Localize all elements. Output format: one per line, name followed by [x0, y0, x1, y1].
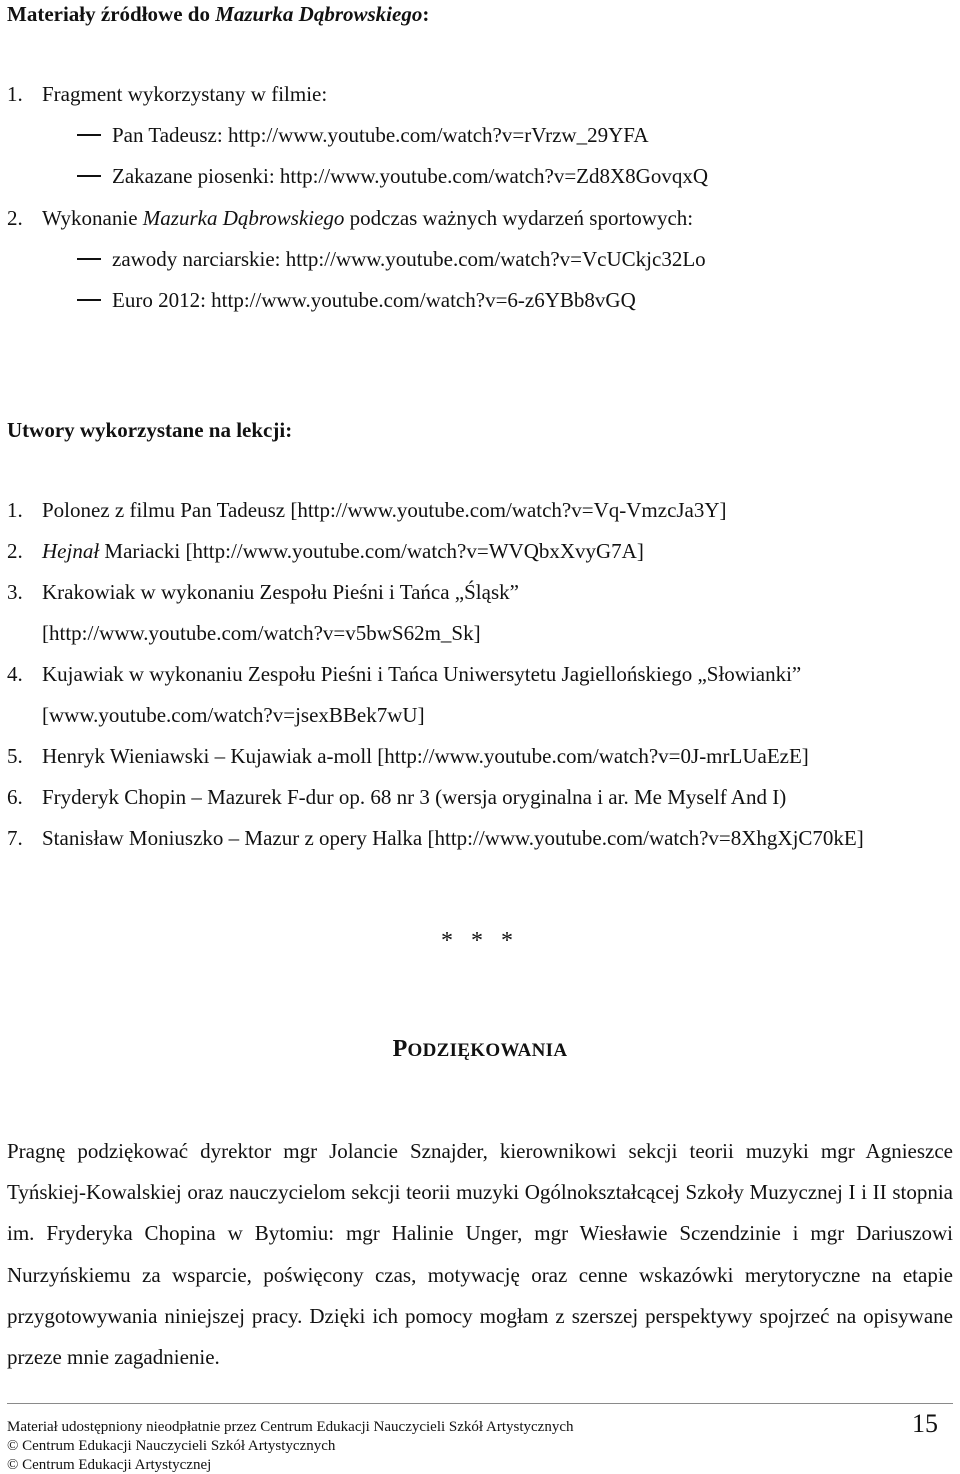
work-item-3: Krakowiak w wykonaniu Zespołu Pieśni i Tańca „Śląsk” [42, 580, 519, 604]
dash-bullet [77, 258, 101, 260]
work-number-2: 2. [7, 539, 23, 563]
acknowledgements-body: Pragnę podziękować dyrektor mgr Jolancie Sznajder, kierownikowi sekcji teorii muzyki mgr Agnieszce Tyńskiej-Kowalskiej oraz nauczycielom sekcji teorii muzyki Ogólnokształcącej Szkoły Muzycznej I i II stopnia im. Fryderyka Chopina w Bytomiu: mgr Halinie Unger, mgr Wiesławie Sczendzinie i mgr Dariuszowi Nurzyńskiemu za wsparcie, poświęcony czas, motywację oraz cenne wskazówki merytoryczne na etapie przygotowywania niniejszej pracy. Dzięki ich pomocy mogłam z szerszej perspektywy spojrzeć na opisywane przeze mnie zagadnienie. [7, 1139, 953, 1370]
source-label-2: Wykonanie Mazurka Dąbrowskiego podczas ważnych wydarzeń sportowych: [42, 206, 694, 230]
work-number-4: 4. [7, 662, 23, 686]
page-title: Materiały źródłowe do Mazurka Dąbrowskiego: [7, 2, 430, 26]
footer-line-3: © Centrum Edukacji Artystycznej [7, 1457, 212, 1473]
footer-line-1: Materiał udostępniony nieodpłatnie przez Centrum Edukacji Nauczycieli Szkół Artystycznych [7, 1419, 574, 1435]
page-number: 15 [912, 1409, 938, 1438]
work-number-3: 3. [7, 580, 23, 604]
work-item-7[interactable]: Stanisław Moniuszko – Mazur z opery Halka [http://www.youtube.com/watch?v=8XhgXjC70kE] [42, 826, 864, 850]
footer-rule [7, 1403, 953, 1404]
dash-bullet [77, 134, 101, 136]
source-number-2: 2. [7, 206, 23, 230]
works-heading: Utwory wykorzystane na lekcji: [7, 418, 293, 442]
work-item-6: Fryderyk Chopin – Mazurek F-dur op. 68 nr 3 (wersja oryginalna i ar. Me Myself And I) [42, 785, 787, 809]
work-number-5: 5. [7, 744, 23, 768]
work-number-1: 1. [7, 498, 23, 522]
work-item-4-link[interactable]: [www.youtube.com/watch?v=jsexBBek7wU] [42, 703, 425, 727]
work-item-3-link[interactable]: [http://www.youtube.com/watch?v=v5bwS62m_Sk] [42, 621, 481, 645]
acknowledgements-title: PODZIĘKOWANIA [392, 1036, 568, 1062]
source-number-1: 1. [7, 82, 23, 106]
work-item-2[interactable]: Hejnał Mariacki [http://www.youtube.com/watch?v=WVQbxXvyG7A] [42, 539, 644, 563]
work-number-7: 7. [7, 826, 23, 850]
section-separator: * * * [441, 928, 519, 954]
source-label-1: Fragment wykorzystany w filmie: [42, 82, 328, 106]
work-item-1[interactable]: Polonez z filmu Pan Tadeusz [http://www.youtube.com/watch?v=Vq-VmzcJa3Y] [42, 498, 727, 522]
work-number-6: 6. [7, 785, 23, 809]
source-link-pan-tadeusz[interactable]: Pan Tadeusz: http://www.youtube.com/watch?v=rVrzw_29YFA [112, 123, 649, 147]
dash-bullet [77, 175, 101, 177]
footer-line-2: © Centrum Edukacji Nauczycieli Szkół Artystycznych [7, 1438, 336, 1454]
source-link-euro-2012[interactable]: Euro 2012: http://www.youtube.com/watch?v=6-z6YBb8vGQ [112, 288, 636, 312]
work-item-4: Kujawiak w wykonaniu Zespołu Pieśni i Tańca Uniwersytetu Jagiellońskiego „Słowianki” [42, 662, 802, 686]
work-item-5[interactable]: Henryk Wieniawski – Kujawiak a-moll [http://www.youtube.com/watch?v=0J-mrLUaEzE] [42, 744, 809, 768]
source-link-narciarskie[interactable]: zawody narciarskie: http://www.youtube.com/watch?v=VcUCkjc32Lo [112, 247, 706, 271]
source-link-zakazane-piosenki[interactable]: Zakazane piosenki: http://www.youtube.com/watch?v=Zd8X8GovqxQ [112, 164, 709, 188]
dash-bullet [77, 299, 101, 301]
